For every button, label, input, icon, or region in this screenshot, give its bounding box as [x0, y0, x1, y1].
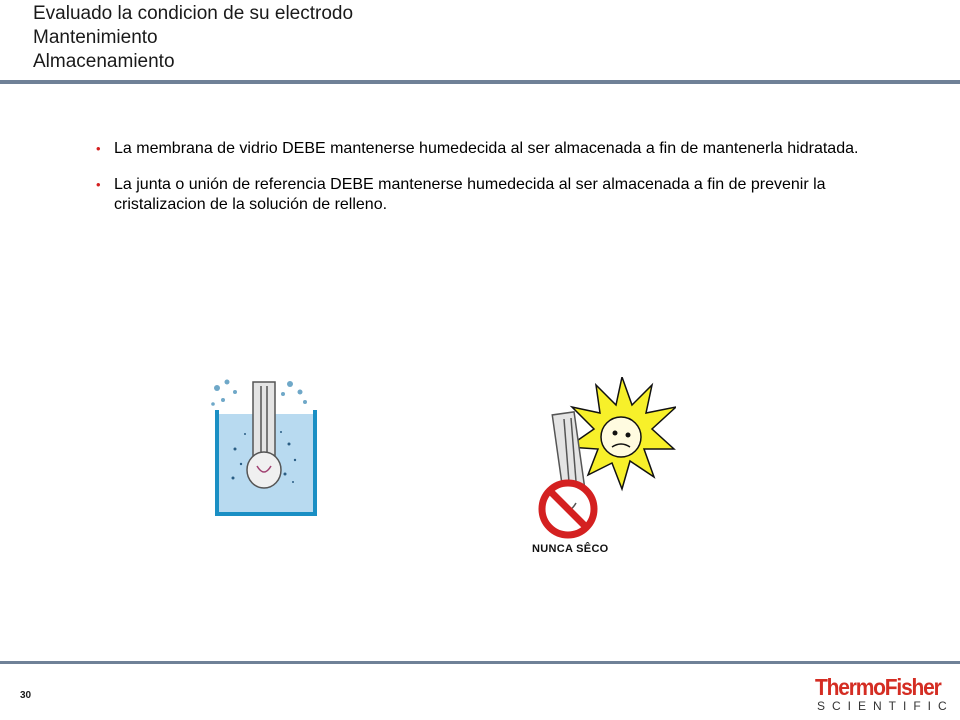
- page-number: 30: [20, 690, 32, 701]
- dry-caption: NUNCA SÊCO: [532, 543, 609, 555]
- dry-electrode-warning-illustration: [524, 377, 676, 563]
- footer-divider: [0, 661, 960, 664]
- bullet-item: [96, 139, 916, 159]
- bullet-text: La junta o unión de referencia DEBE mantenerse humedecida al ser almacenada a fin de prevenir la cristalizacion de la solución de relleno.: [114, 176, 826, 213]
- title-line-1: Evaluado la condicion de su electrodo: [33, 3, 354, 24]
- logo-wordmark: ThermoFisher: [815, 675, 941, 701]
- title-line-3: Almacenamiento: [33, 51, 175, 72]
- electrode-in-water-illustration: [205, 374, 320, 522]
- header-divider: [0, 80, 960, 84]
- bullet-icon: •: [96, 177, 101, 192]
- bullet-item: [96, 175, 916, 215]
- title-line-2: Mantenimiento: [33, 27, 158, 48]
- slide-title: [33, 2, 353, 74]
- prohibited-icon: [542, 483, 594, 535]
- logo-subtitle: SCIENTIFIC: [817, 699, 954, 713]
- bullet-list: [96, 139, 916, 231]
- sun-icon: [568, 377, 676, 489]
- thermo-fisher-logo: [813, 675, 954, 715]
- bullet-icon: •: [96, 141, 101, 156]
- bullet-text: La membrana de vidrio DEBE mantenerse humedecida al ser almacenada a fin de mantenerla hidratada.: [114, 140, 859, 157]
